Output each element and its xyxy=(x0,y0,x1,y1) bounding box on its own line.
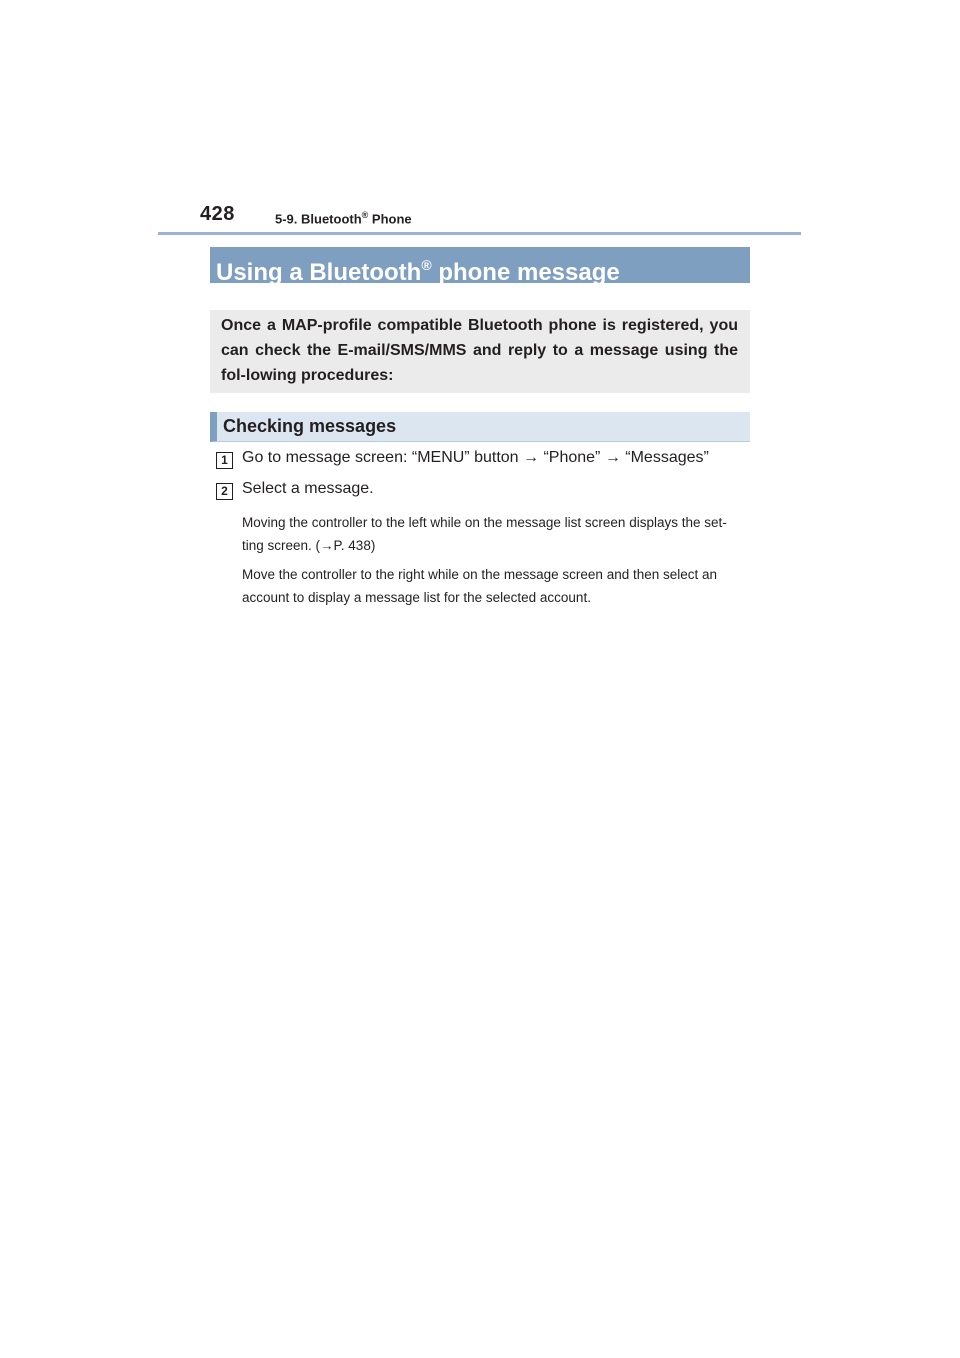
title-registered-mark: ® xyxy=(421,257,432,273)
section-registered-mark: ® xyxy=(361,210,369,220)
header-divider xyxy=(158,232,801,235)
step-number-badge: 1 xyxy=(216,452,233,469)
section-label xyxy=(275,210,412,226)
note-line: ting screen. (→P. 438) xyxy=(242,538,376,553)
note-line: account to display a message list for the selected account. xyxy=(242,590,591,605)
page-title xyxy=(210,247,750,286)
subsection-title: Checking messages xyxy=(210,412,750,442)
step-text: Go to message screen: “MENU” button → “Phone” → “Messages” xyxy=(242,449,709,466)
page-number: 428 xyxy=(200,203,235,225)
section-suffix: Phone xyxy=(368,211,412,227)
title-suffix: phone message xyxy=(431,259,620,286)
note-line: Moving the controller to the left while on the message list screen displays the set- xyxy=(242,515,727,530)
intro-text: Once a MAP-profile compatible Bluetooth phone is registered, you can check the E-mail/SMS/MMS and reply to a message using the fol-lowing procedures: xyxy=(221,317,738,384)
note-settings-screen xyxy=(242,511,750,557)
note-account-list xyxy=(242,563,750,609)
title-prefix: Using a Bluetooth xyxy=(216,259,422,286)
step-text: Select a message. xyxy=(242,480,374,497)
step-number-badge: 2 xyxy=(216,483,233,500)
note-line: Move the controller to the right while on the message screen and then select an xyxy=(242,567,718,582)
section-prefix: 5-9. Bluetooth xyxy=(275,211,362,227)
page-header xyxy=(0,0,960,240)
intro-box xyxy=(210,310,750,393)
